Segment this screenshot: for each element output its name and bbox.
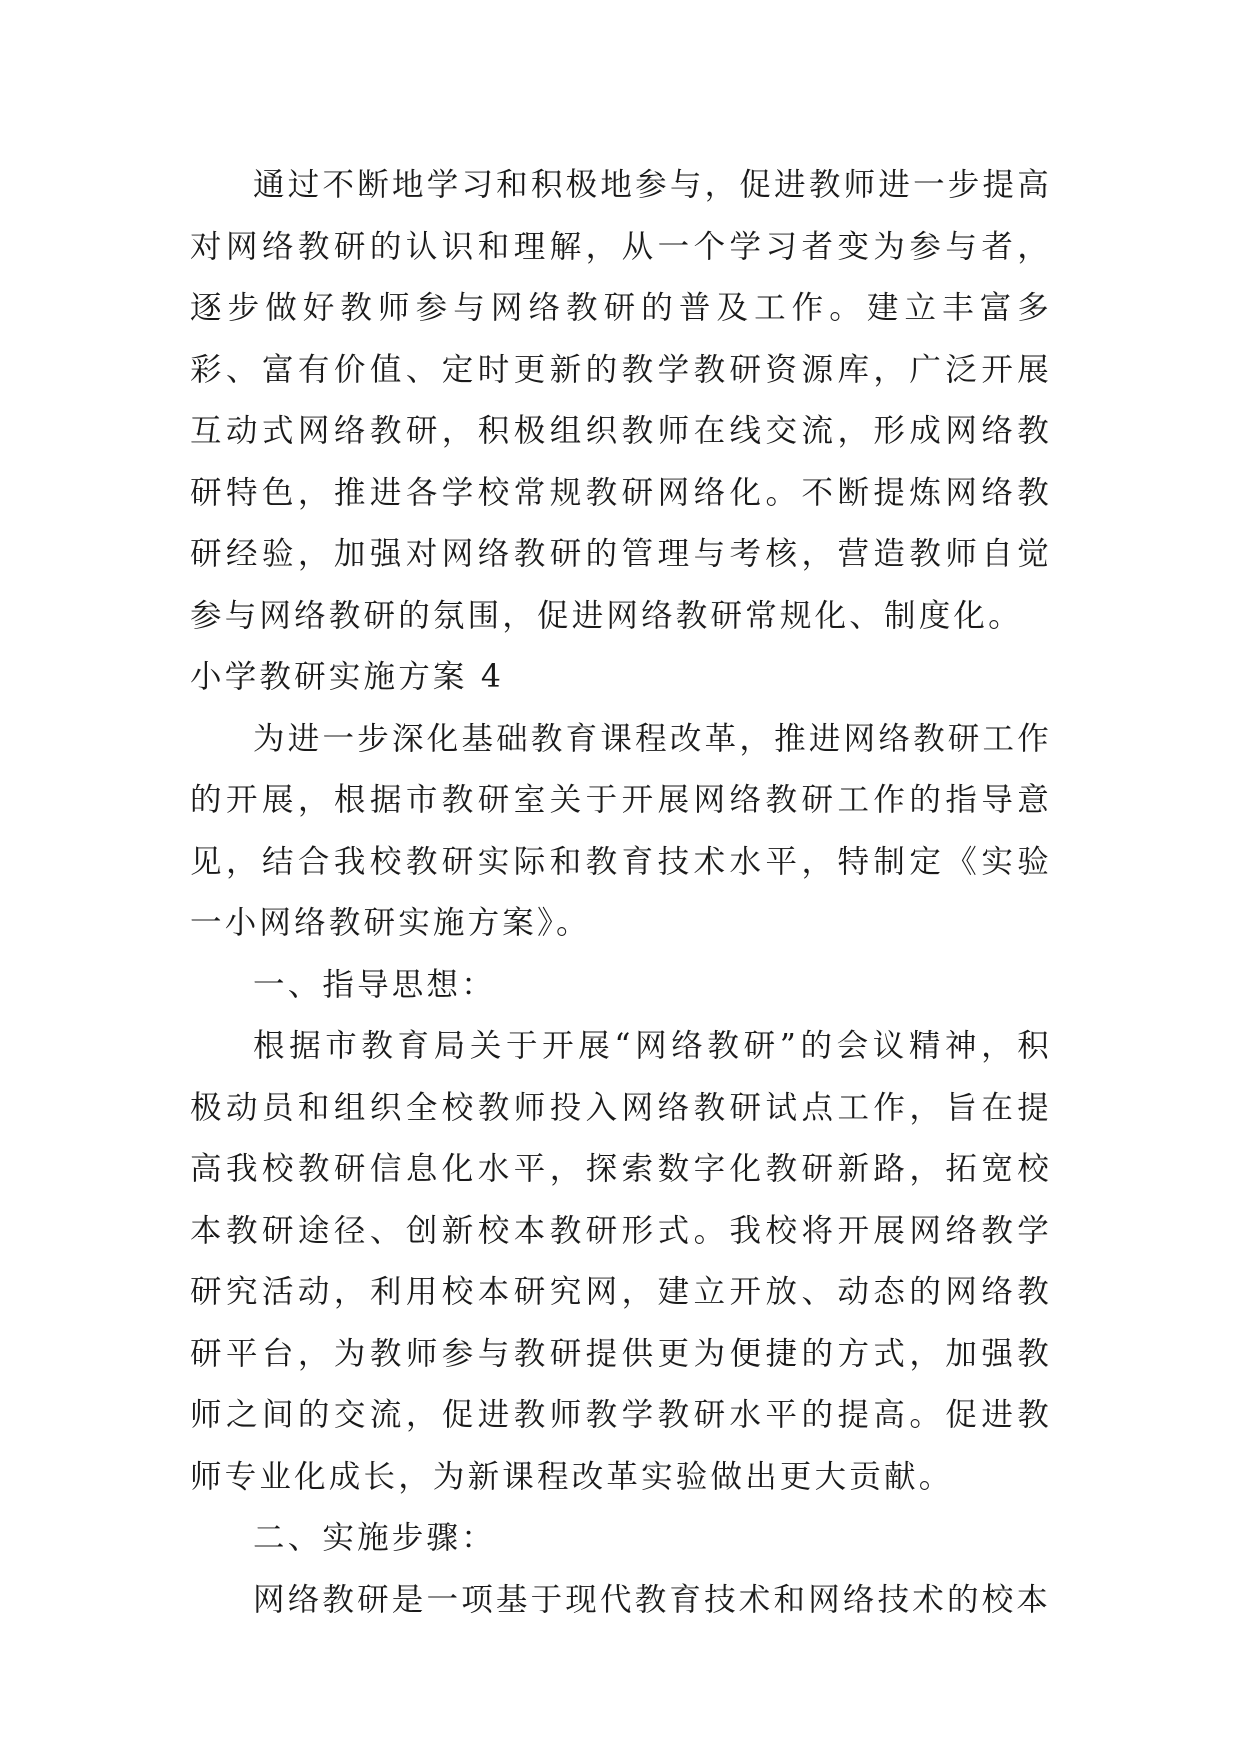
paragraph-purpose: 为进一步深化基础教育课程改革，推进网络教研工作的开展，根据市教研室关于开展网络教研工作的指导意见，结合我校教研实际和教育技术水平，特制定《实验一小网络教研实施方案》。 bbox=[190, 720, 1052, 941]
section-heading: 小学教研实施方案 4 bbox=[190, 659, 505, 695]
section-title-guiding-ideology: 一、指导思想： bbox=[253, 966, 496, 1003]
document-body bbox=[190, 155, 1052, 1631]
paragraph-implementation-steps: 网络教研是一项基于现代教育技术和网络技术的校本 bbox=[253, 1581, 1052, 1618]
section-title-implementation-steps: 二、实施步骤： bbox=[253, 1520, 496, 1556]
paragraph-guiding-ideology: 根据市教育局关于开展“网络教研”的会议精神，积极动员和组织全校教师投入网络教研试点工作，旨在提高我校教研信息化水平，探索数字化教研新路，拓宽校本教研途径、创新校本教研形式。我校将开展网络教学研究活动，利用校本研究网，建立开放、动态的网络教研平台，为教师参与教研提供更为便捷的方式，加强教师之间的交流，促进教师教学教研水平的提高。促进教师专业化成长，为新课程改革实验做出更大贡献。 bbox=[190, 1028, 1052, 1495]
paragraph-intro: 通过不断地学习和积极地参与，促进教师进一步提高对网络教研的认识和理解，从一个学习者变为参与者，逐步做好教师参与网络教研的普及工作。建立丰富多彩、富有价值、定时更新的教学教研资源库，广泛开展互动式网络教研，积极组织教师在线交流，形成网络教研特色，推进各学校常规教研网络化。不断提炼网络教研经验，加强对网络教研的管理与考核，营造教师自觉参与网络教研的氛围，促进网络教研常规化、制度化。 bbox=[190, 167, 1052, 634]
document-page bbox=[190, 155, 1052, 1631]
